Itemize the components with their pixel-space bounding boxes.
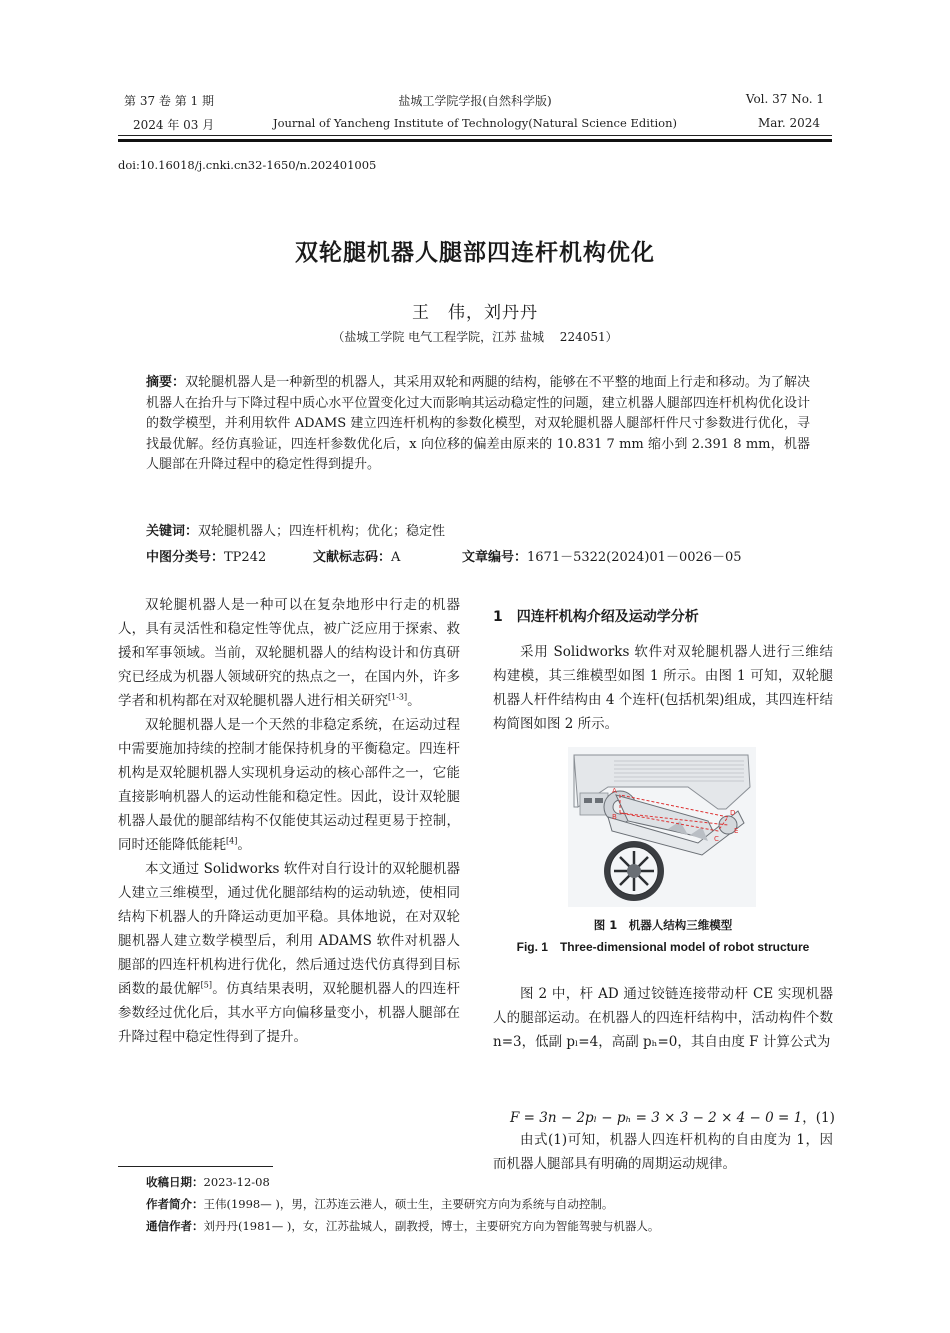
affiliation: （盐城工学院 电气工程学院，江苏 盐城 224051） <box>332 330 618 344</box>
joint-c-label: C <box>714 835 719 843</box>
article-number <box>462 546 742 565</box>
doc-value: A <box>391 550 401 565</box>
joint-a-label: A <box>612 787 617 795</box>
volume-number-en: Vol. 37 No. 1 <box>745 92 824 106</box>
robot-model-illustration <box>568 747 756 907</box>
citation-5: [5] <box>200 980 213 990</box>
publication-date: 2024 年 03 月 <box>133 118 215 132</box>
doc-label: 文献标志码： <box>313 550 392 565</box>
equation-1-number: ，(1) <box>802 1110 835 1126</box>
section-1-paragraph-2: 图 2 中，杆 AD 通过铰链连接带动杆 CE 实现机器人的腿部运动。在机器人的四连杆结构中，活动构件个数 n=3，低副 pₗ=4，高副 pₕ=0，其自由度 F 计算公式为 <box>493 986 833 1050</box>
equation-1 <box>510 1106 835 1126</box>
header-rule-thin <box>118 135 832 136</box>
citation-4: [4] <box>226 836 238 846</box>
keywords <box>146 520 445 539</box>
joint-b-label: B <box>612 813 617 821</box>
article-title: 双轮腿机器人腿部四连杆机构优化 <box>295 240 655 266</box>
section-heading-1: 1 四连杆机构介绍及运动学分析 <box>493 609 699 625</box>
journal-name-cn: 盐城工学院学报(自然科学版) <box>398 94 552 108</box>
section-1-paragraph-1: 采用 Solidworks 软件对双轮腿机器人进行三维结构建模，其三维模型如图 1 所示。由图 1 可知，双轮腿机器人杆件结构由 4 个连杆(包括机架)组成，其四连杆结构简图如图 2 所示。 <box>493 644 833 732</box>
received-label: 收稿日期： <box>146 1175 204 1189</box>
intro-paragraph-2: 双轮腿机器人是一个天然的非稳定系统，在运动过程中需要施加持续的控制才能保持机身的平衡稳定。四连杆机构是双轮腿机器人实现机身运动的核心部件之一，它能直接影响机器人的运动性能和稳定性。因此，设计双轮腿机器人最优的腿部结构不仅能使其运动过程更易于控制，同时还能降低能耗[4]。 <box>118 717 460 853</box>
abstract-text: 双轮腿机器人是一种新型的机器人，其采用双轮和两腿的结构，能够在不平整的地面上行走和移动。为了解决机器人在抬升与下降过程中质心水平位置变化过大而影响其运动稳定性的问题，建立机器人腿部四连杆机构优化设计的数学模型，并利用软件 ADAMS 建立四连杆机构的参数化模型，对双轮腿机器人腿部杆件尺寸参数进行优化，寻找最优解。经仿真验证，四连杆参数优化后，x 向位移的偏差由原来的 10.831 7 mm 缩小到 2.391 8 mm，机器人腿部在升降过程中的稳定性得到提升。 <box>146 375 810 472</box>
clc-label: 中图分类号： <box>146 550 225 565</box>
abstract-label: 摘要： <box>146 375 186 390</box>
keywords-text: 双轮腿机器人；四连杆机构；优化；稳定性 <box>198 524 446 539</box>
intro-paragraph-1: 双轮腿机器人是一种可以在复杂地形中行走的机器人，具有灵活性和稳定性等优点，被广泛应用于探索、救援和军事领域。当前，双轮腿机器人的结构设计和仿真研究已经成为机器人领域研究的热点之一，在国内外，许多学者和机构都在对双轮腿机器人进行相关研究[1-3]。 <box>118 597 460 709</box>
authors: 王 伟，刘丹丹 <box>412 303 538 323</box>
footnote-rule <box>118 1166 273 1167</box>
joint-e-label: E <box>734 827 739 835</box>
figure-1-robot-model <box>568 747 756 907</box>
corresponding-text: 刘丹丹(1981— )，女，江苏盐城人，副教授，博士，主要研究方向为智能驾驶与机器人。 <box>203 1219 660 1233</box>
received-date <box>146 1174 270 1190</box>
abstract <box>146 373 810 476</box>
document-code <box>313 546 400 565</box>
journal-name-en: Journal of Yancheng Institute of Technology(Natural Science Edition) <box>272 116 677 130</box>
corresponding-label: 通信作者： <box>146 1219 204 1233</box>
date-en: Mar. 2024 <box>757 116 820 130</box>
citation-1-3: [1-3] <box>388 692 408 702</box>
corresponding-author <box>146 1218 659 1234</box>
keywords-label: 关键词： <box>146 524 199 539</box>
figure-1-caption-en: Fig. 1 Three-dimensional model of robot structure <box>516 940 810 954</box>
clc-value: TP242 <box>224 550 267 565</box>
author-bio <box>146 1196 613 1212</box>
clc-number <box>146 546 266 565</box>
joint-d-label: D <box>730 809 736 817</box>
header-rule-thick <box>118 139 832 142</box>
doi: doi:10.16018/j.cnki.cn32-1650/n.202401005 <box>118 158 377 172</box>
art-label: 文章编号： <box>462 550 528 565</box>
left-column <box>118 593 460 1049</box>
author-bio-text: 王伟(1998— )，男，江苏连云港人，硕士生，主要研究方向为系统与自动控制。 <box>203 1197 614 1211</box>
author-bio-label: 作者简介： <box>146 1197 204 1211</box>
volume-issue: 第 37 卷 第 1 期 <box>124 94 214 108</box>
figure-1-caption-cn: 图 1 机器人结构三维模型 <box>593 918 733 932</box>
section-1-paragraph-3: 由式(1)可知，机器人四连杆机构的自由度为 1，因而机器人腿部具有明确的周期运动规律。 <box>493 1132 833 1172</box>
intro-paragraph-3: 本文通过 Solidworks 软件对自行设计的双轮腿机器人建立三维模型，通过优化腿部结构的运动轨迹，使相同结构下机器人的升降运动更加平稳。具体地说，在对双轮腿机器人建立数学模型后，利用 ADAMS 软件对机器人腿部的四连杆机构进行优化，然后通过迭代仿真得到目标函数的最优解[5]。仿真结果表明，双轮腿机器人的四连杆参数经过优化后，其水平方向偏移量变小，机器人腿部在升降过程中稳定性得到了提升。 <box>118 861 461 1045</box>
art-value: 1671－5322(2024)01－0026－05 <box>527 550 742 565</box>
received-value: 2023-12-08 <box>203 1175 270 1189</box>
equation-1-body: F = 3n − 2pₗ − pₕ = 3 × 3 − 2 × 4 − 0 = 1 <box>510 1110 803 1126</box>
